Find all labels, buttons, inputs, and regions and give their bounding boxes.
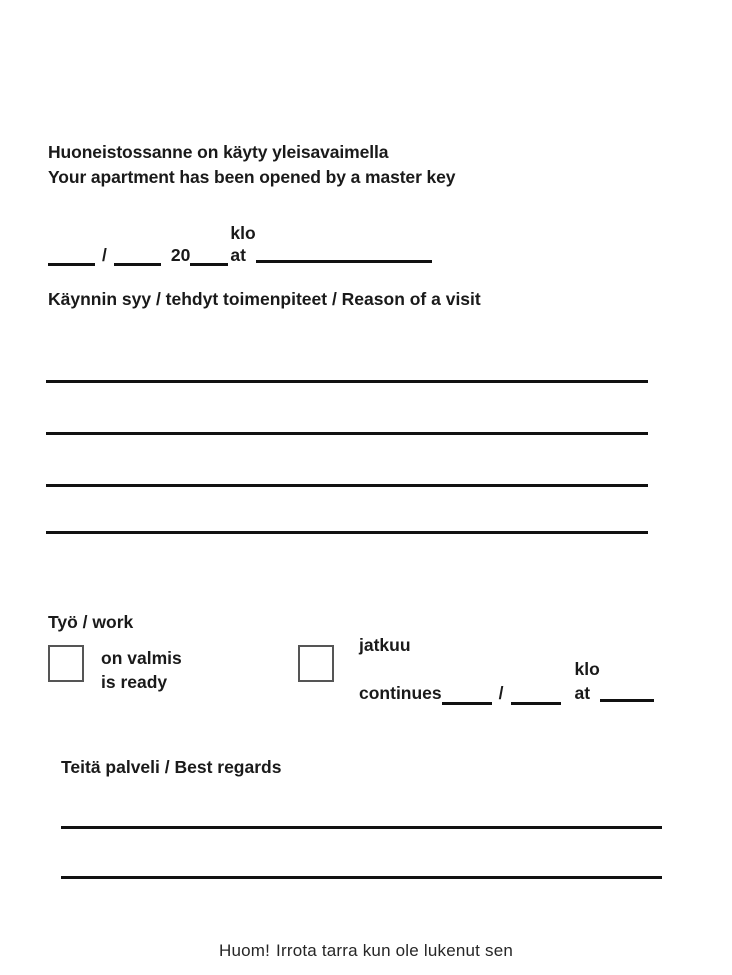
option-continues-english: continues: [359, 683, 442, 703]
signature-line[interactable]: [61, 826, 662, 829]
time-label: [230, 222, 255, 266]
continues-date-separator: /: [498, 683, 504, 703]
checkbox-continues[interactable]: [298, 645, 334, 682]
time-label-finnish: klo: [230, 223, 256, 243]
title-english: Your apartment has been opened by a master key: [48, 167, 456, 187]
date-separator: /: [102, 245, 107, 265]
footer-note: [0, 941, 732, 961]
continues-time-label-english: at: [574, 683, 591, 703]
work-section-label: Työ / work: [48, 612, 134, 632]
continues-time-field[interactable]: [600, 699, 654, 702]
reason-heading: Käynnin syy / tehdyt toimenpiteet / Reason of a visit: [48, 289, 481, 309]
reason-write-line[interactable]: [46, 432, 648, 435]
option-continues-finnish: jatkuu: [359, 635, 411, 655]
footer-text: Irrota tarra kun ole lukenut sen: [276, 941, 514, 960]
month-field[interactable]: [114, 263, 161, 266]
option-continues-label: [359, 633, 654, 705]
time-field[interactable]: [256, 260, 432, 263]
signature-line[interactable]: [61, 876, 662, 879]
regards-label: Teitä palveli / Best regards: [61, 757, 282, 777]
reason-write-line[interactable]: [46, 484, 648, 487]
option-is-ready-label: [101, 646, 182, 694]
year-prefix: 20: [170, 245, 191, 265]
day-field[interactable]: [48, 263, 95, 266]
continues-day-field[interactable]: [442, 702, 492, 705]
footer-notice-word: Huom!: [218, 941, 271, 960]
time-label-english: at: [230, 245, 246, 265]
continues-month-field[interactable]: [511, 702, 561, 705]
continues-time-label-finnish: klo: [574, 659, 600, 679]
checkbox-is-ready[interactable]: [48, 645, 84, 682]
page-title: [48, 140, 455, 190]
year-field[interactable]: [190, 263, 228, 266]
reason-write-line[interactable]: [46, 531, 648, 534]
reason-write-line[interactable]: [46, 380, 648, 383]
continues-time-label: [575, 657, 600, 705]
visit-date-row: [48, 222, 432, 266]
option-ready-finnish: on valmis: [101, 648, 182, 668]
title-finnish: Huoneistossanne on käyty yleisavaimella: [48, 142, 389, 162]
option-ready-english: is ready: [101, 672, 168, 692]
